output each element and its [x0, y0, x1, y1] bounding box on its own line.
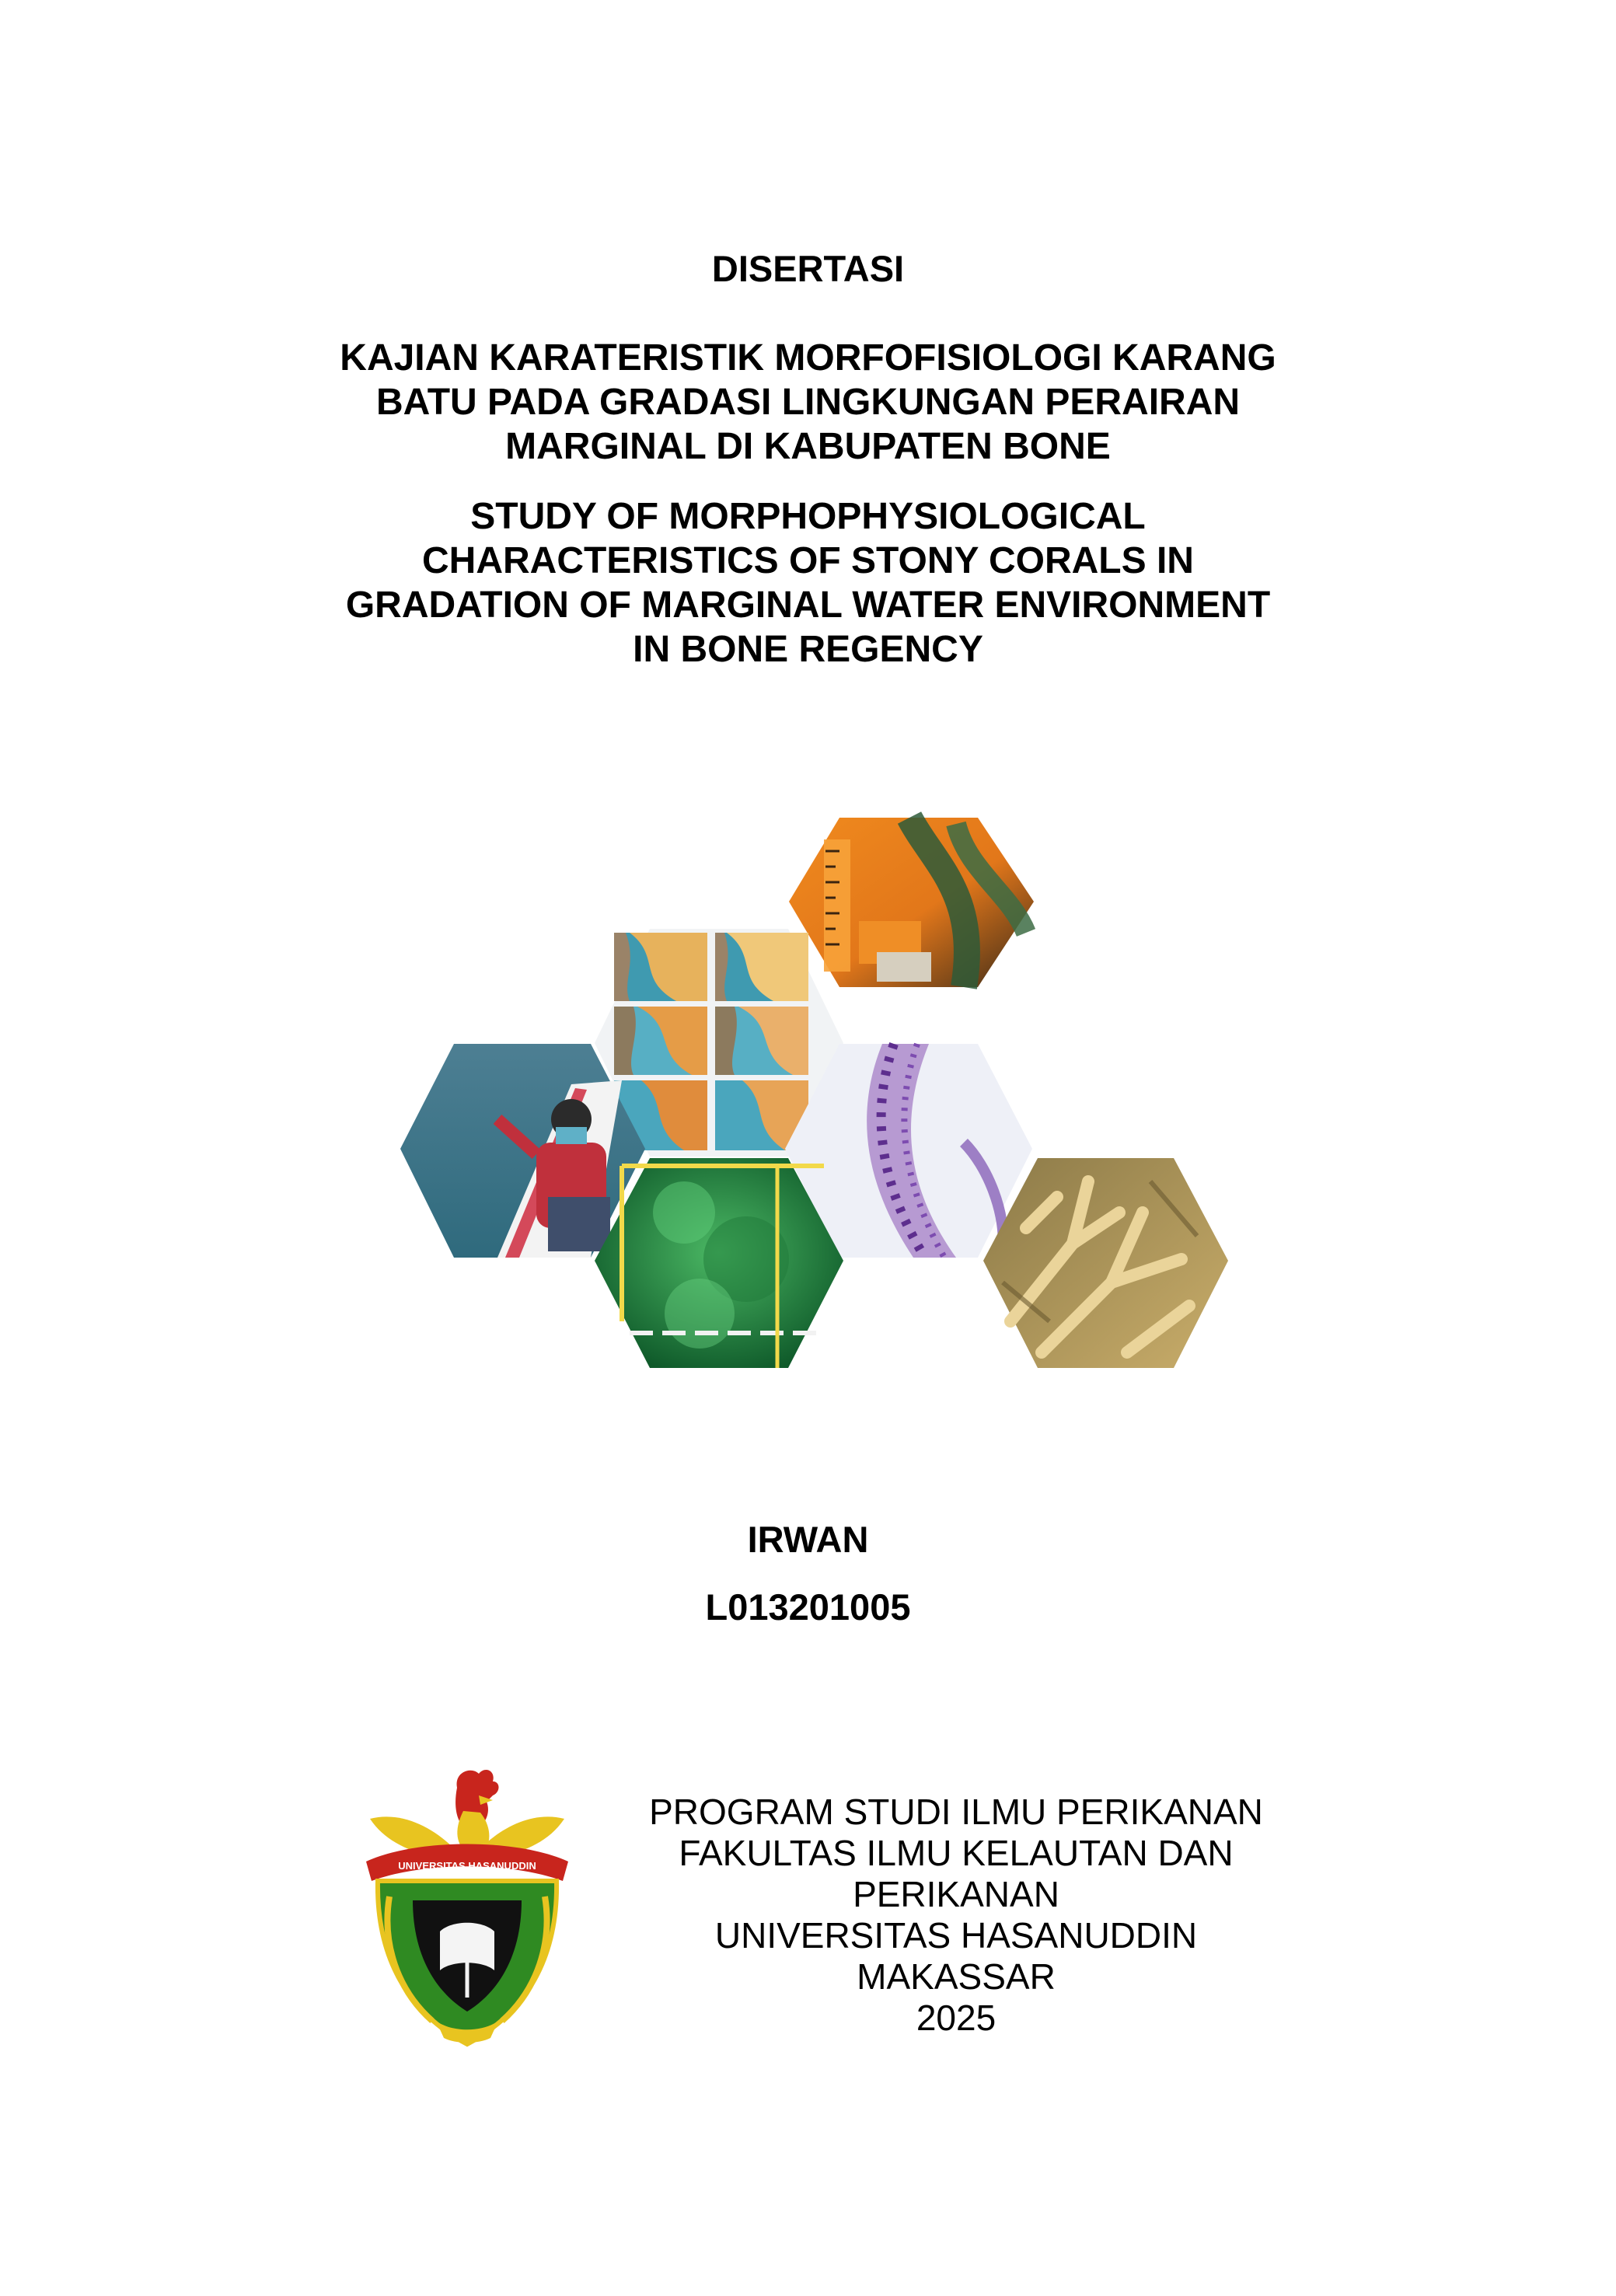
university-logo: [354, 1764, 580, 2052]
university-name: UNIVERSITAS HASANUDDIN: [714, 1915, 1198, 1956]
year: 2025: [916, 1998, 996, 2038]
document-type: DISERTASI: [711, 248, 905, 289]
title-en-line: CHARACTERISTICS OF STONY CORALS IN: [422, 540, 1194, 581]
city: MAKASSAR: [857, 1956, 1056, 1997]
branching-coral-photo: [983, 1158, 1228, 1368]
logo-banner-text: UNIVERSITAS HASANUDDIN: [398, 1860, 536, 1872]
faculty-name-line-2: PERIKANAN: [853, 1874, 1059, 1914]
title-id-line: BATU PADA GRADASI LINGKUNGAN PERAIRAN: [375, 382, 1241, 423]
institution-info: [614, 1792, 1298, 2039]
student-id: L013201005: [705, 1586, 911, 1628]
faculty-name-line-1: FAKULTAS ILMU KELAUTAN DAN: [679, 1833, 1234, 1873]
ruler-coral-photo: [789, 818, 1034, 987]
title-en-line: IN BONE REGENCY: [633, 629, 983, 670]
program-name: PROGRAM STUDI ILMU PERIKANAN: [649, 1792, 1263, 1832]
boat-sampling-photo: [400, 1044, 645, 1258]
title-en-line: STUDY OF MORPHOPHYSIOLOGICAL: [470, 496, 1146, 537]
author-name: IRWAN: [747, 1519, 869, 1560]
title-en-line: GRADATION OF MARGINAL WATER ENVIRONMENT: [345, 584, 1271, 626]
title-id-line: KAJIAN KARATERISTIK MORFOFISIOLOGI KARANG: [340, 337, 1276, 379]
title-id-line: MARGINAL DI KABUPATEN BONE: [505, 426, 1111, 467]
